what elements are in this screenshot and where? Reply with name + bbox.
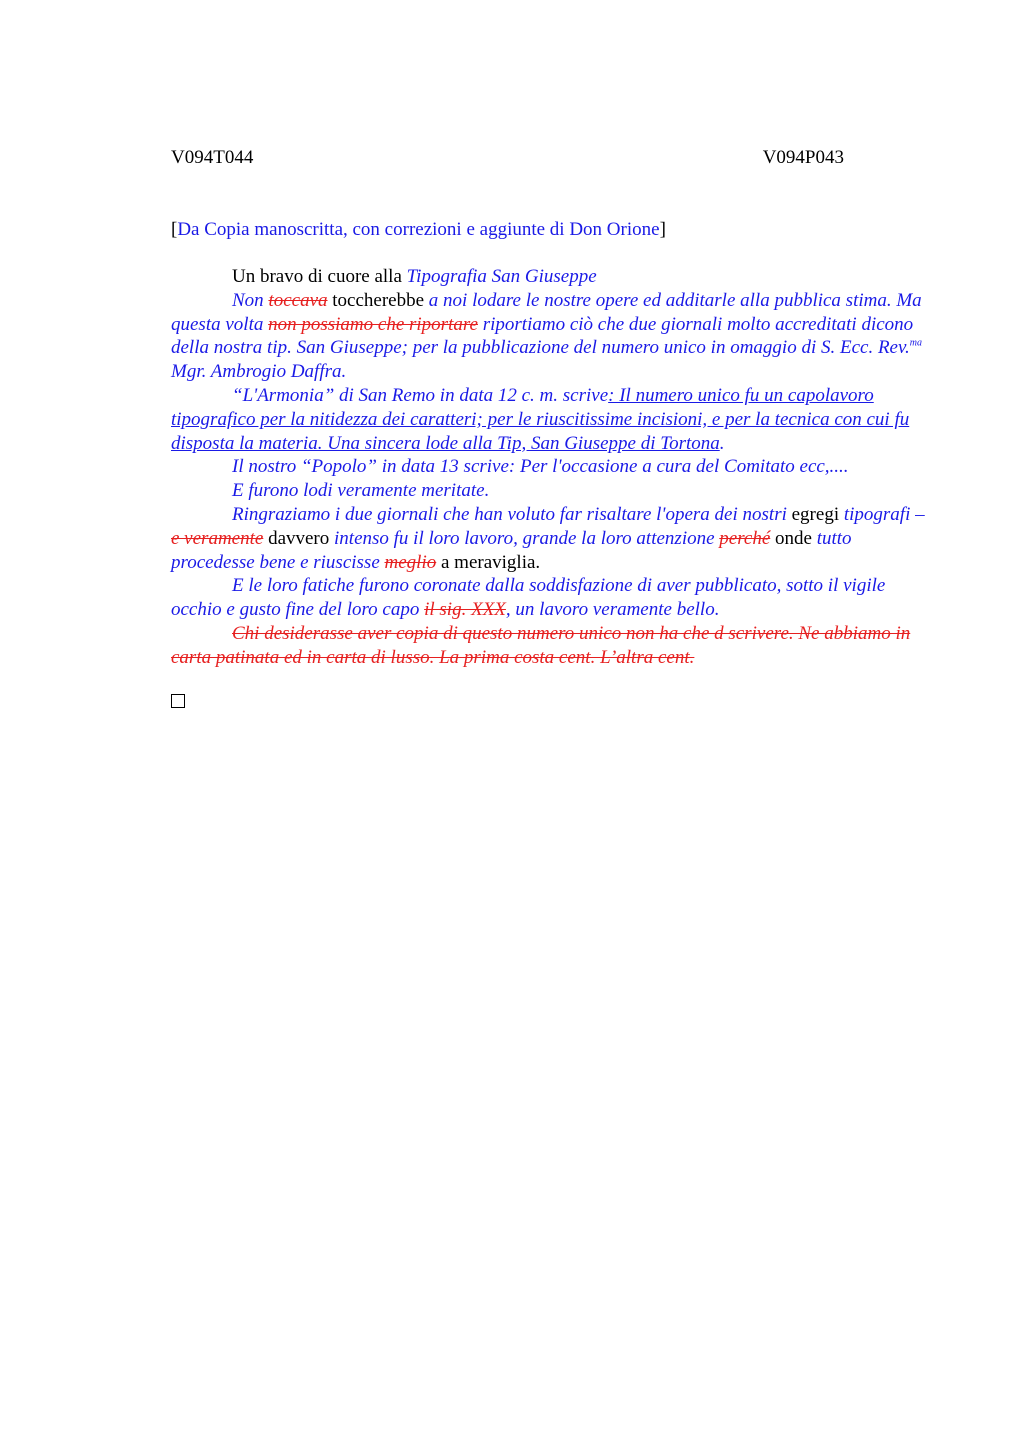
- p1-insertion-1: toccherebbe: [327, 289, 429, 311]
- p1-d: Mgr. Ambrogio Daffra.: [171, 361, 347, 383]
- p5-deletion-1: e veramente: [171, 527, 264, 549]
- p1-b: a noi lodare le nostre opere ed additarle alla pubblica stima. Ma questa volta: [171, 289, 922, 335]
- p5-deletion-3: meglio: [384, 551, 437, 573]
- p5-b: tipografi –: [843, 503, 925, 525]
- p2-a: “L'Armonia” di San Remo in data 12 c. m. scrive: [232, 384, 609, 406]
- p5-a: Ringraziamo i due giornali che han voluto far risaltare l'opera dei nostri: [232, 503, 787, 525]
- p7-deletion: Chi desiderasse aver copia di questo numero unico non ha che d scrivere. Ne abbiamo in carta patinata ed in carta di lusso. La prima costa cent.: [171, 622, 911, 668]
- document-header: [171, 145, 844, 171]
- title-name: Tipografia San Giuseppe: [406, 266, 597, 287]
- p6-b: , un lavoro veramente bello.: [505, 599, 720, 621]
- document-page: [171, 145, 931, 708]
- paragraph-3: [171, 455, 931, 479]
- p7-deletion-2: L’altra cent.: [600, 646, 695, 668]
- p5-c: intenso fu il loro lavoro, grande la loro attenzione: [334, 527, 720, 549]
- source-note-open: [: [171, 219, 178, 240]
- p2-end: .: [719, 432, 725, 454]
- p2-quote: : Il numero unico fu un capolavoro tipografico per la nitidezza dei caratteri; per le riuscitissime incisioni, e per la tecnica con cui fu disposta la materia. Una sincera lode alla Tip, San Giuseppe di Tortona: [171, 384, 910, 454]
- p5-insertion-2: davvero: [263, 527, 335, 549]
- title-prefix: Un bravo di cuore alla: [232, 266, 407, 287]
- source-note: [171, 217, 931, 243]
- p5-deletion-2: perché: [719, 527, 771, 549]
- p1-a: Non: [232, 289, 269, 311]
- paragraph-2: [171, 384, 931, 455]
- right-code: V094P043: [762, 147, 844, 168]
- p1-c: riportiamo ciò che due giornali molto accreditati dicono della nostra tip. San Giuseppe; per la pubblicazione del numero unico in omaggio di S. Ecc. Rev.: [171, 313, 914, 359]
- end-marker-box-icon: [171, 694, 185, 708]
- source-note-text: Da Copia manoscritta, con correzioni e aggiunte di Don Orione: [177, 219, 660, 240]
- p6-deletion-1: il sig. XXX: [424, 599, 506, 621]
- title-paragraph: [171, 265, 931, 289]
- document-body: [171, 265, 931, 670]
- p4-text: E furono lodi veramente meritate.: [232, 480, 490, 502]
- paragraph-7: [171, 622, 931, 670]
- p5-end: .: [535, 551, 541, 573]
- p5-insertion-3: onde: [770, 527, 817, 549]
- p5-insertion-1: egregi: [786, 503, 844, 525]
- p5-insertion-4: a meraviglia: [436, 551, 536, 573]
- p6-a: E le loro fatiche furono coronate dalla soddisfazione di aver pubblicato, sotto il vigile occhio e gusto fine del loro capo: [171, 575, 886, 621]
- source-note-close: ]: [659, 219, 666, 240]
- paragraph-1: [171, 289, 931, 384]
- paragraph-4: [171, 479, 931, 503]
- p5-d: tutto procedesse bene e riuscisse: [171, 527, 852, 573]
- paragraph-6: [171, 574, 931, 622]
- p1-deletion-2: non possiamo che riportare: [268, 313, 478, 335]
- p1-superscript: ma: [909, 338, 922, 350]
- left-code: V094T044: [171, 147, 254, 168]
- paragraph-5: [171, 503, 931, 574]
- p3-text: Il nostro “Popolo” in data 13 scrive: Per l'occasione a cura del Comitato ecc,....: [232, 456, 849, 478]
- p1-deletion-1: toccava: [268, 289, 328, 311]
